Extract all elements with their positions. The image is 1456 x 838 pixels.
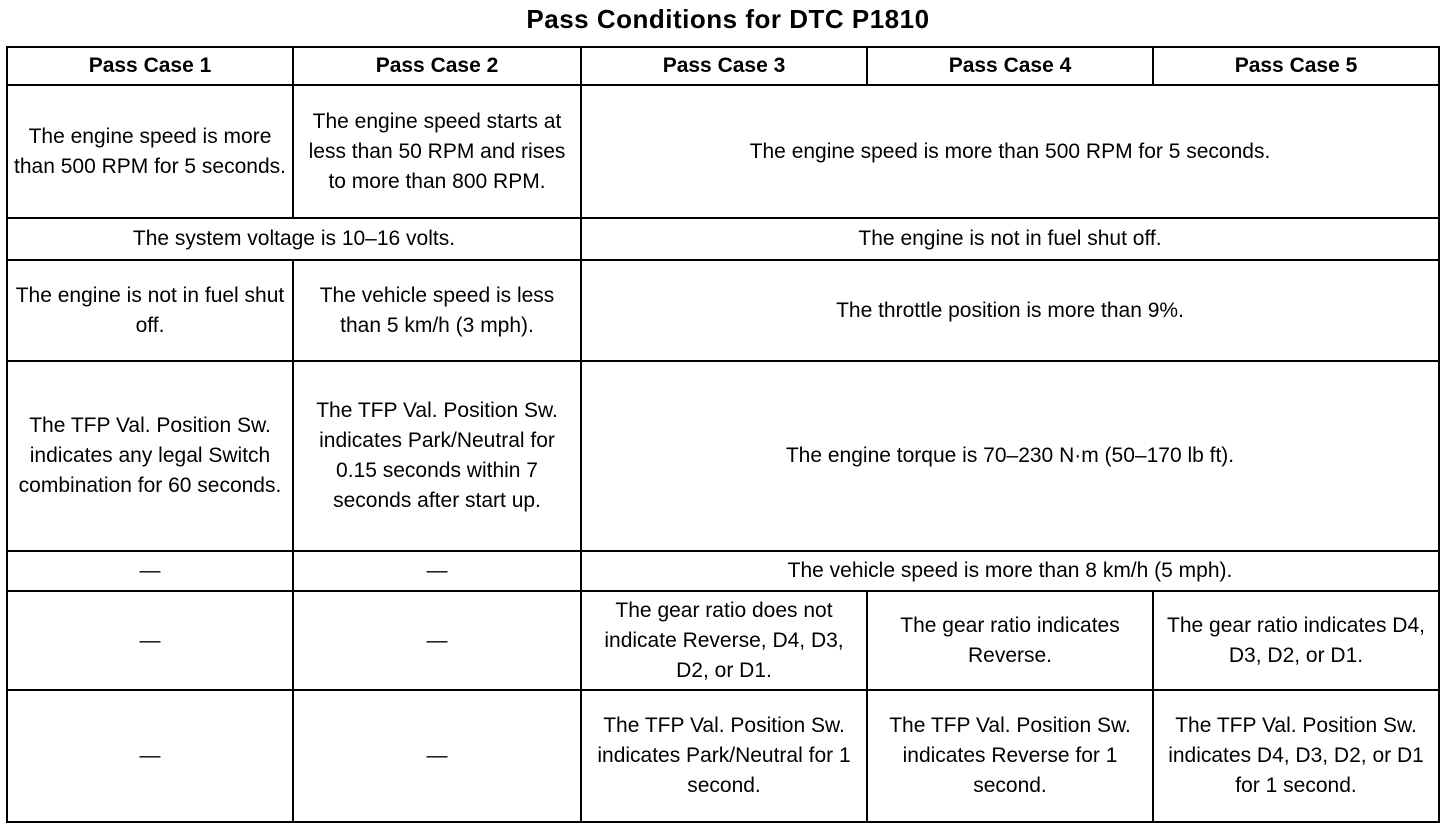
table-row	[7, 260, 1439, 361]
cell-tfp-case1: The TFP Val. Position Sw. indicates any legal Switch combination for 60 seconds.	[7, 361, 293, 551]
cell-engine-speed-case2: The engine speed starts at less than 50 RPM and rises to more than 800 RPM.	[293, 85, 581, 218]
table-row	[7, 690, 1439, 822]
cell-engine-speed-case1: The engine speed is more than 500 RPM for 5 seconds.	[7, 85, 293, 218]
cell-tfp-switch-dash-case1: —	[7, 690, 293, 822]
cell-gear-ratio-case5: The gear ratio indicates D4, D3, D2, or D1.	[1153, 591, 1439, 690]
cell-engine-speed-case3-5: The engine speed is more than 500 RPM for 5 seconds.	[581, 85, 1439, 218]
cell-system-voltage-case1-2: The system voltage is 10–16 volts.	[7, 218, 581, 260]
header-pass-case-2: Pass Case 2	[293, 47, 581, 85]
cell-tfp-case2: The TFP Val. Position Sw. indicates Park/Neutral for 0.15 seconds within 7 seconds after start up.	[293, 361, 581, 551]
cell-engine-torque-case3-5: The engine torque is 70–230 N·m (50–170 lb ft).	[581, 361, 1439, 551]
header-pass-case-3: Pass Case 3	[581, 47, 867, 85]
cell-tfp-switch-case4: The TFP Val. Position Sw. indicates Reverse for 1 second.	[867, 690, 1153, 822]
cell-throttle-case3-5: The throttle position is more than 9%.	[581, 260, 1439, 361]
cell-vehicle-speed-case2: The vehicle speed is less than 5 km/h (3 mph).	[293, 260, 581, 361]
cell-gear-ratio-case4: The gear ratio indicates Reverse.	[867, 591, 1153, 690]
cell-tfp-switch-case5: The TFP Val. Position Sw. indicates D4, D3, D2, or D1 for 1 second.	[1153, 690, 1439, 822]
table-row	[7, 591, 1439, 690]
cell-gear-ratio-dash-case1: —	[7, 591, 293, 690]
header-pass-case-1: Pass Case 1	[7, 47, 293, 85]
cell-gear-ratio-dash-case2: —	[293, 591, 581, 690]
cell-gear-ratio-case3: The gear ratio does not indicate Reverse, D4, D3, D2, or D1.	[581, 591, 867, 690]
cell-fuel-shutoff-case1: The engine is not in fuel shut off.	[7, 260, 293, 361]
cell-tfp-switch-case3: The TFP Val. Position Sw. indicates Park/Neutral for 1 second.	[581, 690, 867, 822]
table-header-row	[7, 47, 1439, 85]
table-row	[7, 551, 1439, 591]
pass-conditions-table	[6, 46, 1440, 823]
cell-fuel-shutoff-case3-5: The engine is not in fuel shut off.	[581, 218, 1439, 260]
cell-vehicle-speed-dash-case1: —	[7, 551, 293, 591]
cell-vehicle-speed-dash-case2: —	[293, 551, 581, 591]
page-title: Pass Conditions for DTC P1810	[526, 4, 930, 34]
table-row	[7, 361, 1439, 551]
cell-tfp-switch-dash-case2: —	[293, 690, 581, 822]
header-pass-case-4: Pass Case 4	[867, 47, 1153, 85]
table-row	[7, 218, 1439, 260]
cell-vehicle-speed-case3-5: The vehicle speed is more than 8 km/h (5 mph).	[581, 551, 1439, 591]
table-row	[7, 85, 1439, 218]
header-pass-case-5: Pass Case 5	[1153, 47, 1439, 85]
